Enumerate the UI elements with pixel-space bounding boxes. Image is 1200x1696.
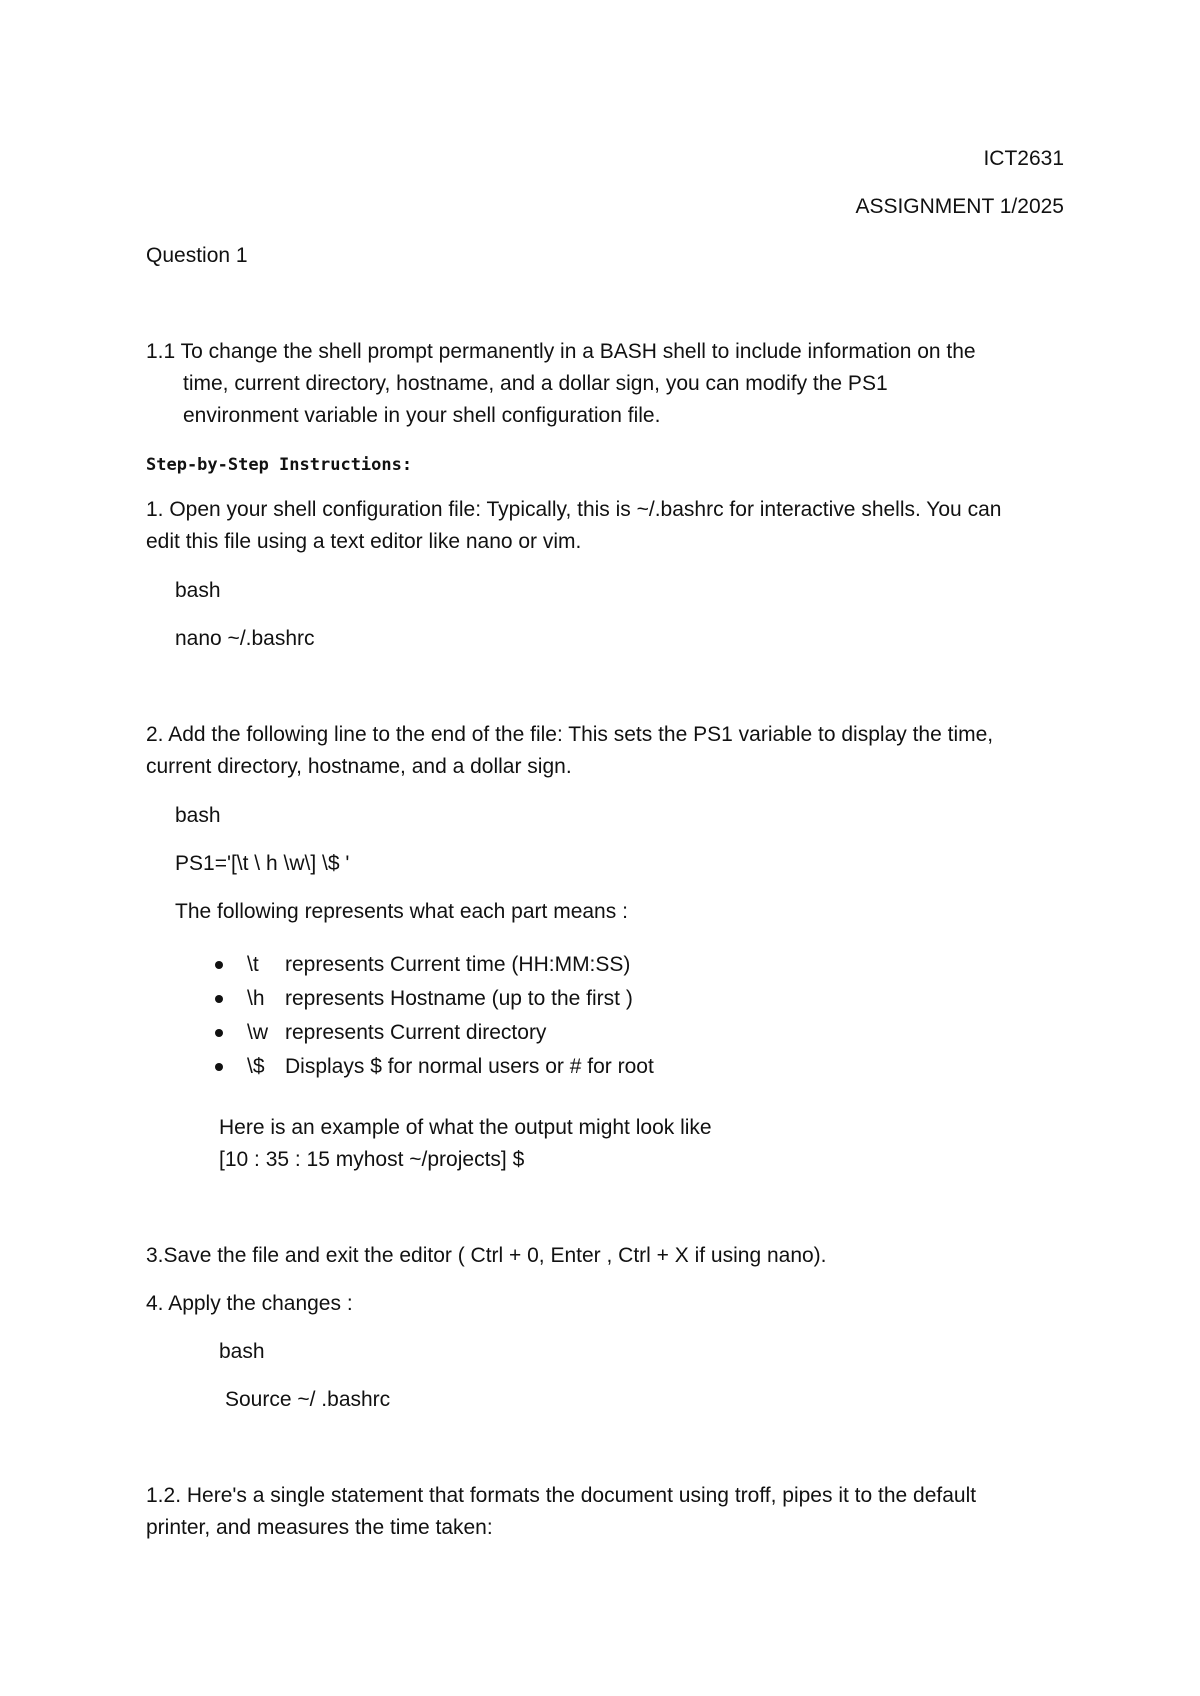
list-item — [215, 982, 654, 1016]
step2-line1: 2. Add the following line to the end of the file: This sets the PS1 variable to display the time, — [146, 723, 994, 746]
part-code: \$ — [247, 1055, 265, 1078]
q1-1-line3: environment variable in your shell configuration file. — [183, 404, 661, 427]
step1-code: nano ~/.bashrc — [175, 627, 315, 650]
steps-heading: Step-by-Step Instructions: — [146, 455, 413, 475]
ps1-parts-list — [215, 948, 654, 1084]
bullet-icon — [215, 1063, 223, 1071]
bullet-icon — [215, 1029, 223, 1037]
course-code: ICT2631 — [983, 147, 1064, 170]
step4-code: Source ~/ .bashrc — [225, 1388, 391, 1411]
part-desc: represents Current directory — [285, 1021, 547, 1044]
q1-2-line2: printer, and measures the time taken: — [146, 1516, 493, 1539]
q1-1-line2: time, current directory, hostname, and a dollar sign, you can modify the PS1 — [183, 372, 888, 395]
step2-line2: current directory, hostname, and a dollar sign. — [146, 755, 572, 778]
bullet-icon — [215, 995, 223, 1003]
example-output: [10 : 35 : 15 myhost ~/projects] $ — [219, 1148, 525, 1171]
bullet-icon — [215, 961, 223, 969]
step2-code: PS1='[\t \ h \w\] \$ ' — [175, 852, 350, 875]
step2-code-lang: bash — [175, 804, 221, 827]
step2-explain: The following represents what each part means : — [175, 900, 628, 923]
part-desc: Displays $ for normal users or # for root — [285, 1055, 654, 1078]
q1-2-line1: 1.2. Here's a single statement that formats the document using troff, pipes it to the default — [146, 1484, 977, 1507]
q1-1-line1: 1.1 To change the shell prompt permanently in a BASH shell to include information on the — [146, 340, 976, 363]
list-item — [215, 1016, 654, 1050]
part-code: \h — [247, 987, 265, 1010]
step1-line1: 1. Open your shell configuration file: Typically, this is ~/.bashrc for interactive shells. You can — [146, 498, 1002, 521]
part-desc: represents Current time (HH:MM:SS) — [285, 953, 631, 976]
step1-code-lang: bash — [175, 579, 221, 602]
step4-code-lang: bash — [219, 1340, 265, 1363]
question-title: Question 1 — [146, 244, 248, 267]
example-intro: Here is an example of what the output might look like — [219, 1116, 712, 1139]
assignment-label: ASSIGNMENT 1/2025 — [855, 195, 1064, 218]
part-code: \t — [247, 953, 259, 976]
part-desc: represents Hostname (up to the first ) — [285, 987, 633, 1010]
list-item — [215, 1050, 654, 1084]
step4-text: 4. Apply the changes : — [146, 1292, 353, 1315]
step1-line2: edit this file using a text editor like nano or vim. — [146, 530, 582, 553]
step3-text: 3.Save the file and exit the editor ( Ctrl + 0, Enter , Ctrl + X if using nano). — [146, 1244, 827, 1267]
part-code: \w — [247, 1021, 268, 1044]
list-item — [215, 948, 654, 982]
